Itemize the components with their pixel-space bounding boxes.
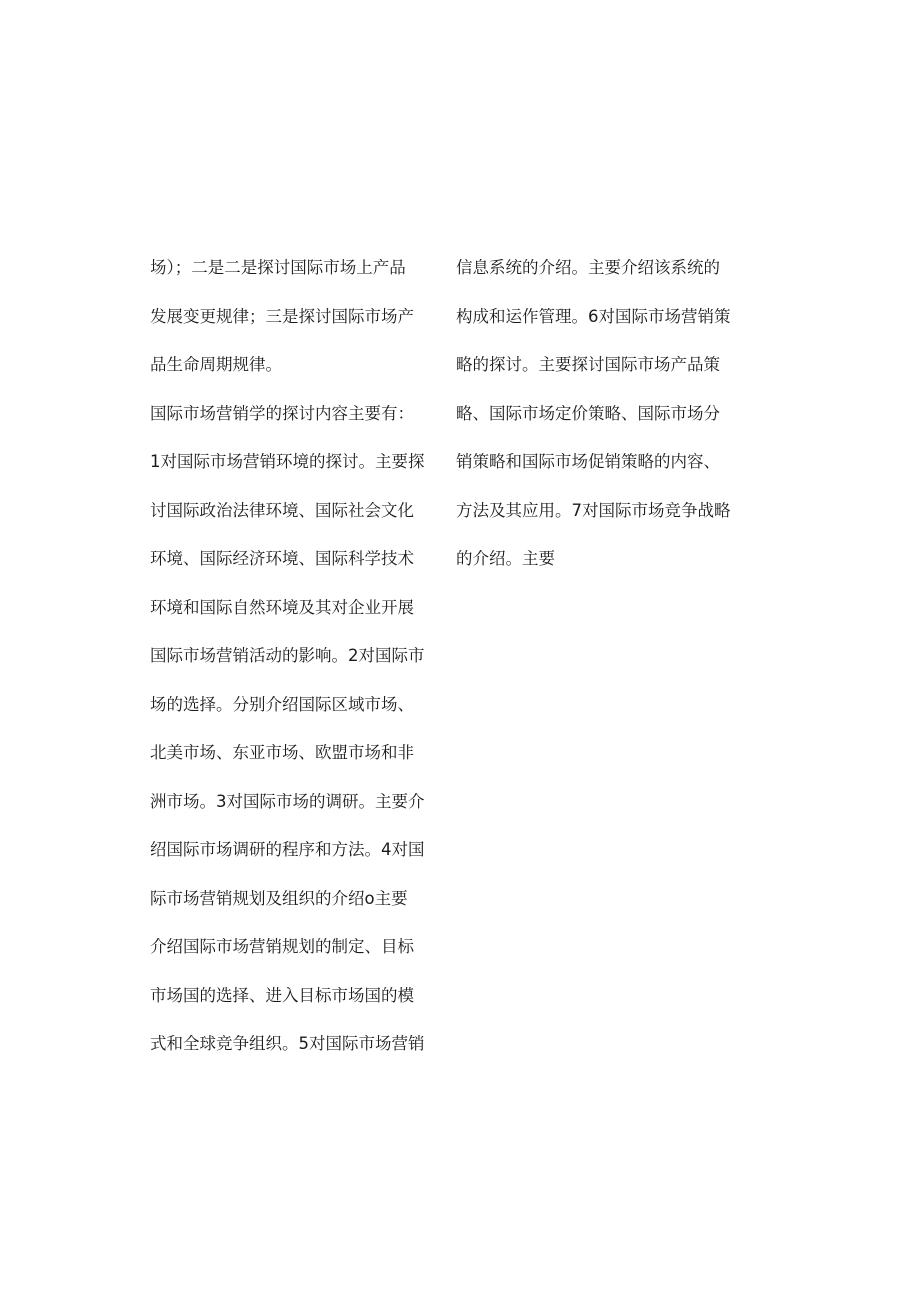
text-line: 方法及其应用。7对国际市场竞争战略 xyxy=(456,500,731,520)
text-line: 场的选择。分别介绍国际区域市场、 xyxy=(150,694,414,714)
text-line: 环境和国际自然环境及其对企业开展 xyxy=(150,597,414,617)
text-line: 讨国际政治法律环境、国际社会文化 xyxy=(150,500,414,520)
text-line: 国际市场营销活动的影响。2对国际市 xyxy=(150,646,425,665)
text-line: 的介绍。主要 xyxy=(456,549,555,568)
text-line: 式和全球竞争组织。5对国际市场营销 xyxy=(150,1034,425,1053)
text-line: 介绍国际市场营销规划的制定、目标 xyxy=(150,937,414,956)
text-line: 销策略和国际市场促销策略的内容、 xyxy=(456,452,720,471)
text-line: 北美市场、东亚市场、欧盟市场和非 xyxy=(150,743,414,762)
text-line: 信息系统的介绍。主要介绍该系统的 xyxy=(456,258,720,277)
text-line: 1对国际市场营销环境的探讨。主要探 xyxy=(150,452,425,471)
text-line: 场）；二是二是探讨国际市场上产品 xyxy=(150,258,406,277)
right-text-column xyxy=(456,244,746,584)
text-line: 环境、国际经济环境、国际科学技术 xyxy=(150,549,414,568)
text-line: 品生命周期规律。 xyxy=(150,355,282,374)
text-line: 市场国的选择、进入目标市场国的模 xyxy=(150,985,414,1005)
text-line: 略的探讨。主要探讨国际市场产品策 xyxy=(456,355,720,374)
text-line: 洲市场。3对国际市场的调研。主要介 xyxy=(150,791,425,811)
text-line: 略、国际市场定价策略、国际市场分 xyxy=(456,403,720,423)
text-line: 绍国际市场调研的程序和方法。4对国 xyxy=(150,840,425,859)
left-text-column xyxy=(150,244,440,1069)
text-line: 国际市场营销学的探讨内容主要有： xyxy=(150,403,414,423)
text-line: 构成和运作管理。6对国际市场营销策 xyxy=(456,306,731,326)
text-line: 际市场营销规划及组织的介绍o主要 xyxy=(150,888,408,908)
text-line: 发展变更规律；三是探讨国际市场产 xyxy=(150,306,414,326)
